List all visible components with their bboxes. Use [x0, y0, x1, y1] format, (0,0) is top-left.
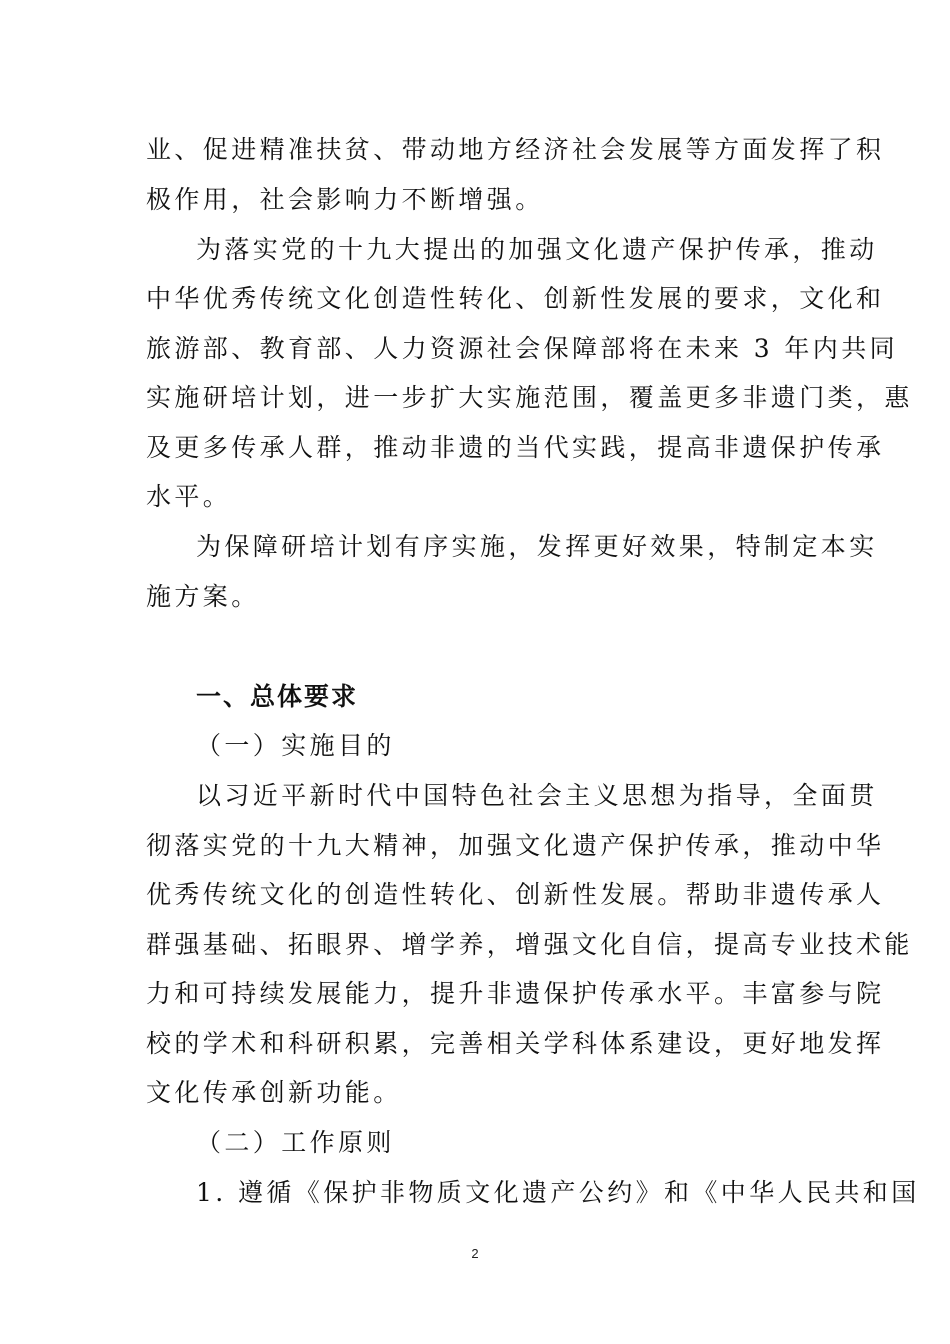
section-heading: 一、总体要求 [196, 682, 359, 711]
paragraph-line: 旅游部、教育部、人力资源社会保障部将在未来 3 年内共同 [146, 334, 899, 363]
paragraph-line: 为落实党的十九大提出的加强文化遗产保护传承，推动 [196, 235, 878, 264]
paragraph-line: 中华优秀传统文化创造性转化、创新性发展的要求，文化和 [146, 284, 885, 313]
subsection-heading: （一）实施目的 [196, 731, 395, 760]
paragraph-line: 实施研培计划，进一步扩大实施范围，覆盖更多非遗门类，惠 [146, 383, 913, 412]
paragraph-line: 施方案。 [146, 582, 260, 611]
paragraph-line: 优秀传统文化的创造性转化、创新性发展。帮助非遗传承人 [146, 880, 885, 909]
paragraph-line: 业、促进精准扶贫、带动地方经济社会发展等方面发挥了积 [146, 135, 885, 164]
paragraph-line: 文化传承创新功能。 [146, 1078, 402, 1107]
paragraph-line: 力和可持续发展能力，提升非遗保护传承水平。丰富参与院 [146, 979, 885, 1008]
paragraph-line: 水平。 [146, 482, 232, 511]
paragraph-line: 为保障研培计划有序实施，发挥更好效果，特制定本实 [196, 532, 878, 561]
paragraph-line: 彻落实党的十九大精神，加强文化遗产保护传承，推动中华 [146, 831, 885, 860]
paragraph-line: 校的学术和科研积累，完善相关学科体系建设，更好地发挥 [146, 1029, 885, 1058]
paragraph-line: 及更多传承人群，推动非遗的当代实践，提高非遗保护传承 [146, 433, 885, 462]
paragraph-line: 极作用，社会影响力不断增强。 [146, 185, 544, 214]
paragraph-line: 群强基础、拓眼界、增学养，增强文化自信，提高专业技术能 [146, 930, 913, 959]
paragraph-line: 1. 遵循《保护非物质文化遗产公约》和《中华人民共和国 [196, 1178, 920, 1207]
page-number: 2 [471, 1246, 479, 1261]
subsection-heading: （二）工作原则 [196, 1128, 395, 1157]
paragraph-line: 以习近平新时代中国特色社会主义思想为指导，全面贯 [196, 781, 878, 810]
